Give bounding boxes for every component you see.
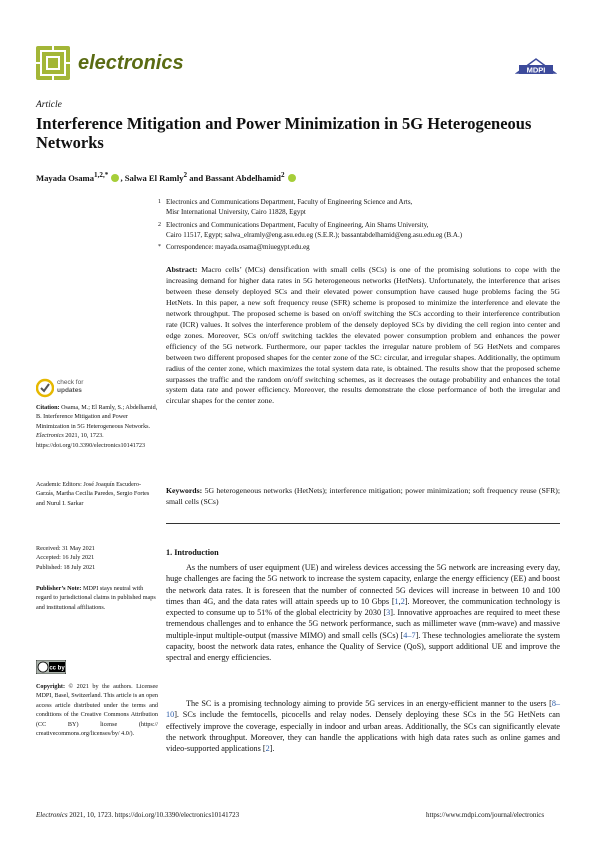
author-name: Mayada Osama	[36, 172, 95, 183]
citation-link[interactable]: 4–7	[403, 630, 416, 640]
affiliation-number: 1	[158, 199, 161, 205]
citation-link[interactable]: 8–10	[166, 699, 560, 720]
check-for-updates-badge[interactable]	[36, 378, 106, 400]
orcid-icon[interactable]	[288, 174, 296, 182]
section-heading: 1. Introduction	[166, 548, 219, 557]
citation-block	[36, 404, 158, 451]
publisher-note	[36, 585, 158, 613]
citation-link[interactable]: 2	[400, 596, 405, 606]
publisher-note-label: Publisher’s Note:	[36, 586, 82, 592]
cc-badge-text: cc by	[49, 665, 65, 672]
orcid-icon[interactable]	[111, 174, 119, 182]
article-type: Article	[36, 100, 62, 110]
mdpi-logo[interactable]	[515, 57, 557, 75]
keywords-label: Keywords:	[166, 486, 203, 495]
paragraph-text: ]. SCs include the femtocells, picocells and relay nodes. Densely deploying these SCs in the 5G HetNets can effectively improve the coverage, especially in indoor and urban areas. Additionally, the SCs can significantly elevate the network throughput. Moreover, they can handle the applications with high data rates such as online games and video-supported applications [	[166, 710, 560, 754]
footer-journal: Electronics	[36, 811, 68, 819]
affiliation-line: Electronics and Communications Department, Faculty of Engineering Science and Arts,	[166, 198, 413, 206]
paragraph-text: ]. Innovative approaches are required to meet these tremendous challenges and to enhance the 5G network performance, such as millimeter wave (mm-wave) and massive multiple-input multiple-output (massive MIMO) and small cells (SCs) [	[166, 608, 561, 640]
citation-link[interactable]: 3	[386, 608, 391, 618]
correspondence-line[interactable]: Correspondence: mayada.osama@miuegypt.edu.eg	[166, 243, 310, 251]
abstract-text: Macro cells’ (MCs) densification with small cells (SCs) is one of the promising solutions to cope with the increasing demand for higher data rates in 5G heterogeneous networks (HetNets). Unfortunately, the interference that arises between these densely deployed SCs and their elevated power consumption have caused huge problems facing the 5G HetNets. In this paper, a new soft frequency reuse (SFR) scheme is proposed to minimize the interference and elevate the network throughput. The proposed scheme is based on on/off switching the SCs according to their interference contribution rate (ICR) values. It solves the interference problem of the densely deployed SCs by dividing the cell region into center and edge zones. Moreover, SCs on/off switching tackles the elevated power consumption problem and enhances the power efficiency of the 5G network. Furthermore, our paper tackles the irregular nature problem of 5G HetNets and compares between two different proposed shapes for the center zone of the SC: circular, and irregular shapes. Additionally, the optimum radius of the center zone, which maximizes the total system data rate, is obtained. The results show that the proposed scheme surpasses the traffic and the random on/off switching schemes, as it decreases the outage probability and enhances the total system data rate and power efficiency. Moreover, the results demonstrate the close performance of both the irregular and circular shapes for the center zone.	[166, 265, 561, 406]
keywords	[166, 486, 560, 508]
paragraph-text: As the numbers of user equipment (UE) and wireless devices accessing the 5G network are increasing every day, huge challenges are facing the 5G network to increase the system capacity, enlarge the energy efficiency (EE) and boost the network data rates. It is foreseen that the number of connected 5G devices will increase in between 10 and 100 times than 4G, and the data rates will attain speeds up to 10 Gbps [	[166, 563, 560, 606]
citation-label: Citation:	[36, 405, 60, 411]
cc-by-icon	[36, 660, 66, 674]
received-date: Received: 31 May 2021	[36, 546, 95, 552]
footer-journal-url[interactable]: https://www.mdpi.com/journal/electronics	[426, 811, 545, 819]
copyright-text: © 2021 by the authors. Licensee MDPI, Basel, Switzerland. This article is an open access article distributed under the terms and conditions of the Creative Commons Attribution (CC BY) license (https:// creativecommons.org/licenses/by/ 4.0/).	[36, 684, 158, 738]
check-updates-icon	[36, 378, 54, 398]
mdpi-logo-text: MDPI	[526, 65, 546, 75]
author-name: Salwa El Ramly	[124, 172, 184, 183]
footer-citation	[36, 811, 239, 819]
citation-journal: Electronics	[36, 433, 64, 440]
paragraph-text: ]. These technologies ameliorate the system capacity, boost the network data rates, enhance the Quality of Service (QoS), support additional UE and improve the spectral and energy efficiencies.	[166, 630, 560, 663]
published-date: Published: 18 July 2021	[36, 564, 96, 571]
copyright-label: Copyright:	[36, 684, 65, 690]
intro-paragraph: As the numbers of user equipment (UE) and wireless devices accessing the 5G network are increasing every day, huge challenges are facing the 5G network to increase the system capacity, enlarge the energy efficiency (EE) and boost the network data rates. It is foreseen that the number of connected 5G devices will increase in between 10 and 100 times than 4G, and the data rates will attain speeds up to 10 Gbps [1,2]. Moreover, the communication technology is expected to consume up to 51% of the global electricity by 2030 [3]. Innovative approaches are required to meet these tremendous challenges and to enhance the 5G network performance, such as millimeter wave (mm-wave) and massive multiple-input multiple-output (massive MIMO) and small cells (SCs) [4–7]. These technologies ameliorate the system capacity, boost the network data rates, enhance the Quality of Service (QoS), support additional UE and improve the spectral and energy efficiencies.	[166, 563, 561, 663]
author-separator: ,	[120, 172, 125, 183]
intro-paragraph	[166, 698, 560, 754]
affiliation-line: Cairo 11517, Egypt; salwa_elramly@eng.asu.edu.eg (S.E.R.); bassantabdelhamid@eng.asu.edu.eg (B.A.)	[166, 230, 463, 239]
dates-block	[36, 545, 158, 573]
citation-text: Osama, M.; El Ramly, S.; Abdelhamid, B. Interference Mitigation and Power Minimization in 5G Heterogeneous Networks.	[36, 405, 158, 430]
author-affiliation-mark: 2	[183, 171, 188, 179]
cc-license-badge[interactable]	[36, 660, 66, 674]
journal-logo-icon	[36, 46, 70, 80]
journal-logo	[36, 46, 70, 80]
section-divider	[166, 523, 560, 524]
citation-link[interactable]: 1	[394, 596, 399, 606]
journal-name: electronics	[78, 52, 184, 74]
accepted-date: Accepted: 16 July 2021	[36, 555, 95, 562]
author-separator: and	[189, 172, 206, 183]
abstract	[166, 265, 560, 407]
abstract-label: Abstract:	[166, 265, 198, 274]
author-affiliation-mark: 1,2,*	[94, 171, 109, 179]
academic-editors: Academic Editors: José Joaquín Escudero-Garzás, Martha Cecilia Paredes, Sergio Fortes and Nurul I. Sarkar	[36, 482, 150, 507]
copyright-block	[36, 683, 158, 739]
affiliation	[158, 198, 566, 217]
paragraph-text: ]. Moreover, the communication technology is expected to consume up to 51% of the global electricity by 2030 [	[166, 596, 560, 618]
affiliation	[158, 221, 566, 240]
paragraph-text: ].	[269, 744, 275, 754]
author-affiliation-mark: 2	[280, 171, 285, 179]
keywords-text: 5G heterogeneous networks (HetNets); interference mitigation; power minimization; soft frequency reuse (SFR); small cells (SCs)	[166, 486, 561, 506]
correspondence	[158, 243, 566, 253]
publisher-note-text: MDPI stays neutral with regard to jurisdictional claims in published maps and institutional affiliations.	[36, 586, 156, 611]
affiliation-line: Misr International University, Cairo 11828, Egypt	[166, 207, 306, 216]
paragraph-text: The SC is a promising technology aiming to provide 5G services in an energy-efficient manner to the users [	[186, 699, 552, 708]
footer-citation-tail[interactable]: 2021, 10, 1723. https://doi.org/10.3390/electronics10141723	[69, 811, 240, 819]
author-name: Bassant Abdelhamid	[205, 172, 281, 183]
citation-tail[interactable]: 2021, 10, 1723. https://doi.org/10.3390/electronics10141723	[36, 433, 146, 449]
affiliation-line: Electronics and Communications Department, Faculty of Engineering, Ain Shams University,	[166, 221, 429, 229]
affiliation-number: *	[158, 244, 161, 250]
check-updates-line: updates	[57, 386, 82, 394]
author-list	[36, 171, 297, 183]
paper-title: Interference Mitigation and Power Minimization in 5G Heterogeneous Networks	[36, 114, 532, 152]
affiliation-number: 2	[158, 222, 161, 228]
citation-link[interactable]: 2	[265, 744, 270, 754]
check-updates-line: check for	[57, 379, 84, 386]
mdpi-logo-icon	[515, 57, 557, 75]
